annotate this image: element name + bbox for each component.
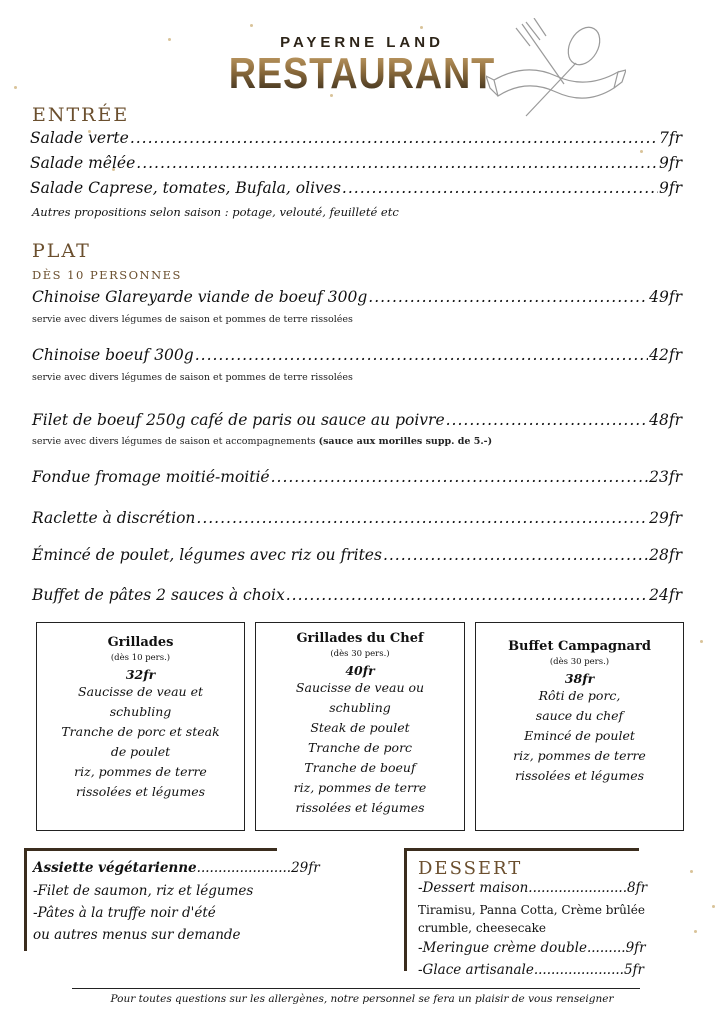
menu-item-name: Chinoise boeuf 300g [32, 346, 194, 364]
menu-item-price: 24fr [649, 586, 682, 604]
brand-title: RESTAURANT [228, 49, 496, 98]
box-title: Grillades [107, 635, 174, 650]
entree-note: Autres propositions selon saison : potage, velouté, feuilleté etc [32, 205, 399, 219]
menu-item-price: 23fr [649, 468, 682, 486]
vegetarian-price: 29fr [291, 860, 320, 876]
box-line: Rôti de porc, [538, 688, 621, 703]
leader-dots [383, 546, 648, 564]
menu-item-name: Raclette à discrétion [32, 509, 196, 527]
box-price: 32fr [125, 667, 156, 682]
vegetarian-option: ou autres menus sur demande [33, 927, 241, 943]
box-price: 38fr [564, 671, 595, 686]
box-line: schubling [329, 700, 391, 715]
menu-item-price: 28fr [649, 546, 682, 564]
box-line: Saucisse de veau ou [295, 680, 425, 695]
decor-speck [712, 905, 715, 908]
box-line: riz, pommes de terre [74, 764, 207, 779]
box-line: Tranche de porc [307, 740, 413, 755]
brand-subtitle: PAYERNE LAND [280, 34, 444, 51]
box-line: rissolées et légumes [514, 768, 645, 783]
entree-item-salade-caprese [30, 179, 682, 197]
decor-speck [250, 24, 253, 27]
menu-item-price: 49fr [649, 288, 682, 306]
box-title: Grillades du Chef [296, 631, 424, 646]
plat-section-title: PLAT [32, 240, 91, 262]
entree-item-salade-verte [30, 129, 682, 147]
dessert-item: -Glace artisanale.....................5fr [418, 962, 644, 978]
grillades-box [36, 622, 245, 831]
box-line: rissolées et légumes [295, 800, 425, 815]
box-note: (dès 10 pers.) [110, 653, 171, 663]
box-line: de poulet [110, 744, 171, 759]
box-line: Saucisse de veau et [78, 684, 203, 699]
description-text: servie avec divers légumes de saison et accompagnements [32, 436, 319, 447]
decor-speck [694, 930, 697, 933]
box-line: Steak de poulet [310, 720, 410, 735]
leader-dots [368, 288, 648, 306]
menu-item-price: 7fr [658, 129, 682, 147]
dessert-section-title: DESSERT [418, 858, 523, 879]
box-line: riz, pommes de terre [513, 748, 646, 763]
decor-speck [640, 150, 643, 153]
leader-dots: ...................... [196, 860, 292, 876]
decor-speck [690, 870, 693, 873]
allergen-footer-note: Pour toutes questions sur les allergènes, notre personnel se fera un plaisir de vous renseigner [110, 993, 614, 1005]
menu-item-name: Fondue fromage moitié-moitié [32, 468, 270, 486]
menu-item-price: 42fr [649, 346, 682, 364]
vegetarian-option: -Pâtes à la truffe noir d'été [33, 905, 216, 921]
box-line: sauce du chef [535, 708, 624, 723]
leader-dots [286, 586, 648, 604]
entree-section-title: ENTRÉE [32, 104, 130, 126]
description-supplement: (sauce aux morilles supp. de 5.-) [318, 436, 493, 447]
menu-item-name: Salade mêlée [30, 154, 136, 172]
leader-dots [130, 129, 658, 147]
menu-item-description: servie avec divers légumes de saison et pommes de terre rissolées [32, 314, 353, 325]
dessert-item: -Dessert maison.......................8fr [418, 880, 648, 896]
box-line: schubling [109, 704, 172, 719]
menu-item-name: Buffet de pâtes 2 sauces à choix [32, 586, 285, 604]
menu-item-name: Émincé de poulet, légumes avec riz ou frites [32, 546, 382, 564]
grillades-du-chef-box [255, 622, 465, 831]
menu-item-name: Chinoise Glareyarde viande de boeuf 300g [32, 288, 368, 306]
plat-item-emince-de-poulet [32, 546, 682, 564]
leader-dots [195, 346, 648, 364]
dessert-item: -Meringue crème double.........9fr [418, 940, 646, 956]
dessert-description: crumble, cheesecake [418, 921, 546, 935]
menu-item-description [32, 436, 492, 447]
plat-item-chinoise-glareyarde [32, 288, 682, 306]
decor-speck [700, 640, 703, 643]
box-line: Tranche de porc et steak [61, 724, 220, 739]
leader-dots [271, 468, 649, 486]
vegetarian-option: -Filet de saumon, riz et légumes [33, 883, 254, 899]
cutlery-ribbon-icon [486, 18, 626, 118]
menu-item-name: Filet de boeuf 250g café de paris ou sauce au poivre [32, 411, 445, 429]
leader-dots [342, 179, 658, 197]
decor-speck [420, 26, 423, 29]
plat-item-raclette [32, 509, 682, 527]
plat-item-buffet-de-pates [32, 586, 682, 604]
leader-dots [446, 411, 649, 429]
box-line: Emincé de poulet [524, 728, 635, 743]
box-price: 40fr [345, 663, 375, 678]
vegetarian-title-line [33, 860, 320, 876]
box-note: (dès 30 pers.) [549, 657, 610, 667]
menu-item-description: servie avec divers légumes de saison et pommes de terre rissolées [32, 372, 353, 383]
box-title: Buffet Campagnard [508, 639, 651, 654]
leader-dots [136, 154, 658, 172]
box-line: rissolées et légumes [75, 784, 206, 799]
vegetarian-title: Assiette végétarienne [33, 860, 197, 876]
plat-item-fondue [32, 468, 682, 486]
plat-subtitle: DÈS 10 PERSONNES [32, 268, 182, 282]
menu-item-price: 9fr [658, 179, 682, 197]
footer-divider [72, 988, 640, 989]
menu-item-name: Salade Caprese, tomates, Bufala, olives [30, 179, 341, 197]
box-line: riz, pommes de terre [293, 780, 427, 795]
entree-item-salade-melee [30, 154, 682, 172]
plat-item-chinoise-boeuf [32, 346, 682, 364]
plat-item-filet-de-boeuf [32, 411, 682, 429]
box-line: Tranche de boeuf [304, 760, 416, 775]
menu-item-price: 29fr [649, 509, 682, 527]
menu-item-price: 9fr [658, 154, 682, 172]
buffet-campagnard-box [475, 622, 684, 831]
leader-dots [196, 509, 648, 527]
dessert-description: Tiramisu, Panna Cotta, Crème brûlée [418, 903, 645, 917]
menu-item-price: 48fr [649, 411, 682, 429]
menu-item-name: Salade verte [30, 129, 129, 147]
box-note: (dès 30 pers.) [330, 649, 390, 659]
